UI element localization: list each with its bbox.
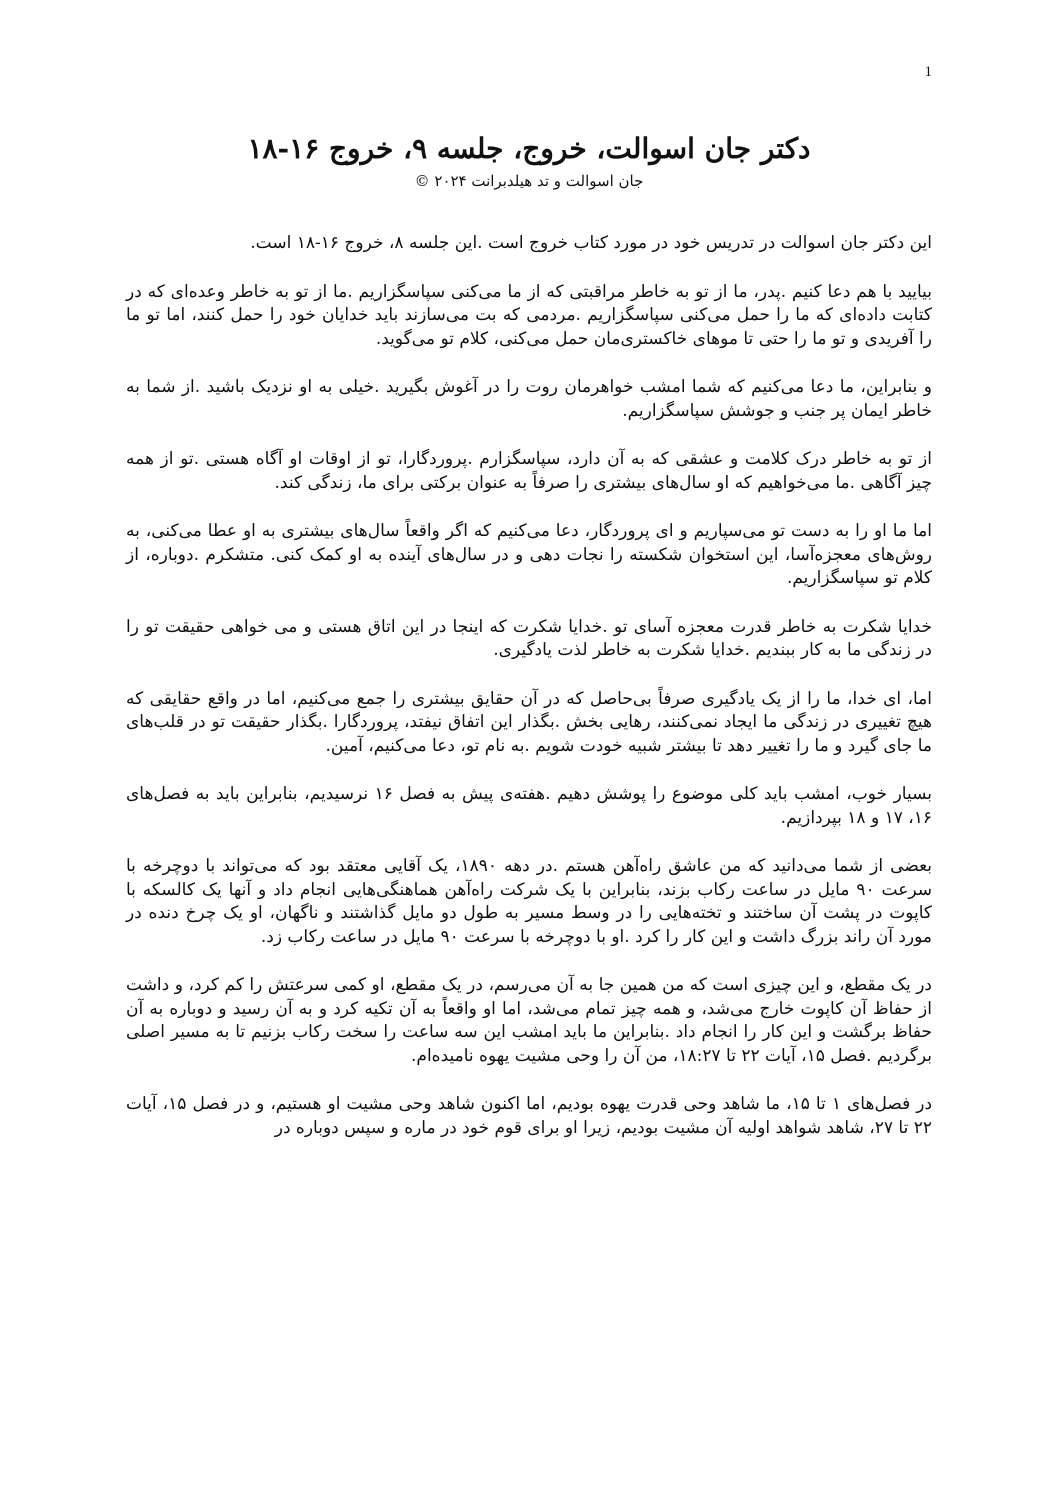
paragraph-prayer-power: خدایا شکرت به خاطر قدرت معجزه آسای تو .خدایا شکرت که اینجا در این اتاق هستی و می خواهی حقیقت تو را در زندگی ما به کار ببندیم .خدایا شکرت به خاطر لذت یادگیری. [126, 616, 932, 660]
copyright-line: جان اسوالت و تد هیلدبرانت ۲۰۲۴ © [414, 172, 644, 190]
paragraph-agenda: بسیار خوب، امشب باید کلی موضوع را پوشش دهیم .هفته‌ی پیش به فصل ۱۶ نرسیدیم، بنابراین باید به فصل‌های ۱۶، ۱۷ و ۱۸ بپردازیم. [126, 784, 932, 828]
paragraph-prayer-healing: اما ما او را به دست تو می‌سپاریم و ای پروردگار، دعا می‌کنیم که اگر واقعاً سال‌های بیشتری به او عطا می‌کنی، به روش‌های معجزه‌آسا، این استخوان شکسته را نجات دهی و در سال‌های آینده به او کمک کنی. متشکرم .دوباره، از کلام تو سپاسگزاریم. [126, 521, 932, 588]
paragraph-prayer-opening: بیایید با هم دعا کنیم .پدر، ما از تو به خاطر مراقبتی که از ما می‌کنی سپاسگزاریم .ما از تو به خاطر وعده‌ای که در کتابت داده‌ای که ما را حمل می‌کنی سپاسگزاریم .مردمی که بت می‌سازند باید خدایان خود را حمل کنند، اما تو ما را آفریدی و تو ما را حتی تا موهای خاکستری‌مان حمل می‌کنی، کلام تو می‌گوید. [126, 281, 932, 349]
paragraph-prayer-amen: اما، ای خدا، ما را از یک یادگیری صرفاً بی‌حاصل که در آن حقایق بیشتری را جمع می‌کنیم، اما در واقع حقایقی که هیچ تغییری در زندگی ما ایجاد نمی‌کنند، رهایی بخش .بگذار این اتفاق نیفتد، پروردگارا .بگذار حقیقت تو در قلب‌های ما جای گیرد و ما را تغییر دهد تا بیشتر شبیه خودت شویم .به نام تو، دعا می‌کنیم، آمین. [126, 688, 932, 756]
document-body [126, 232, 932, 1165]
page-number: 1 [924, 64, 932, 80]
paragraph-prayer-thanks: از تو به خاطر درک کلامت و عشقی که به آن دارد، سپاسگزارم .پروردگارا، تو از اوقات او آگاه هستی .تو از همه چیز آگاهی .ما می‌خواهیم که او سال‌های بیشتری را صرفاً به عنوان برکتی برای ما، زندگی کند. [126, 449, 932, 493]
paragraph-intro: این دکتر جان اسوالت در تدریس خود در مورد کتاب خروج است .این جلسه ۸، خروج ۱۶-۱۸ است. [250, 233, 932, 253]
paragraph-railroad-story: بعضی از شما می‌دانید که من عاشق راه‌آهن هستم .در دهه ۱۸۹۰، یک آقایی معتقد بود که می‌تواند با دوچرخه با سرعت ۹۰ مایل در ساعت رکاب بزند، بنابراین با یک شرکت راه‌آهن هماهنگی‌هایی انجام داد و آنها یک کالسکه با کاپوت در پشت آن ساختند و تخته‌هایی را در وسط مسیر به طول دو مایل گذاشتند و ناگهان، او یک چرخ دنده در مورد آن راند بزرگ داشت و این کار را کرد .او با دوچرخه با سرعت ۹۰ مایل در ساعت رکاب زد. [126, 856, 933, 947]
paragraph-providence: در فصل‌های ۱ تا ۱۵، ما شاهد وحی قدرت یهوه بودیم، اما اکنون شاهد وحی مشیت او هستیم، و در فصل ۱۵، آیات ۲۲ تا ۲۷، شاهد شواهد اولیه آن مشیت بودیم، زیرا او برای قوم خود در ماره و سپس دوباره در [126, 1094, 933, 1138]
document-header [0, 130, 1058, 192]
paragraph-railroad-lesson: در یک مقطع، و این چیزی است که من همین جا به آن می‌رسم، در یک مقطع، او کمی سرعتش را کم کرد، و داشت از حفاظ آن کاپوت خارج می‌شد، و همه چیز تمام می‌شد، اما او واقعاً به آن تکیه کرد و به آن رسید و دوباره به آن حفاظ برگشت و این کار را انجام داد .بنابراین ما باید امشب این سه ساعت را سخت رکاب بزنیم تا به مسیر اصلی برگردیم .فصل ۱۵، آیات ۲۲ تا ۱۸:۲۷، من آن را وحی مشیت یهوه نامیده‌ام. [126, 975, 932, 1066]
paragraph-prayer-ruth: و بنابراین، ما دعا می‌کنیم که شما امشب خواهرمان روت را در آغوش بگیرید .خیلی به او نزدیک باشید .از شما به خاطر ایمان پر جنب و جوشش سپاسگزاریم. [126, 377, 932, 421]
document-title: دکتر جان اسوالت، خروج، جلسه ۹، خروج ۱۶-۱۸ [247, 132, 811, 165]
